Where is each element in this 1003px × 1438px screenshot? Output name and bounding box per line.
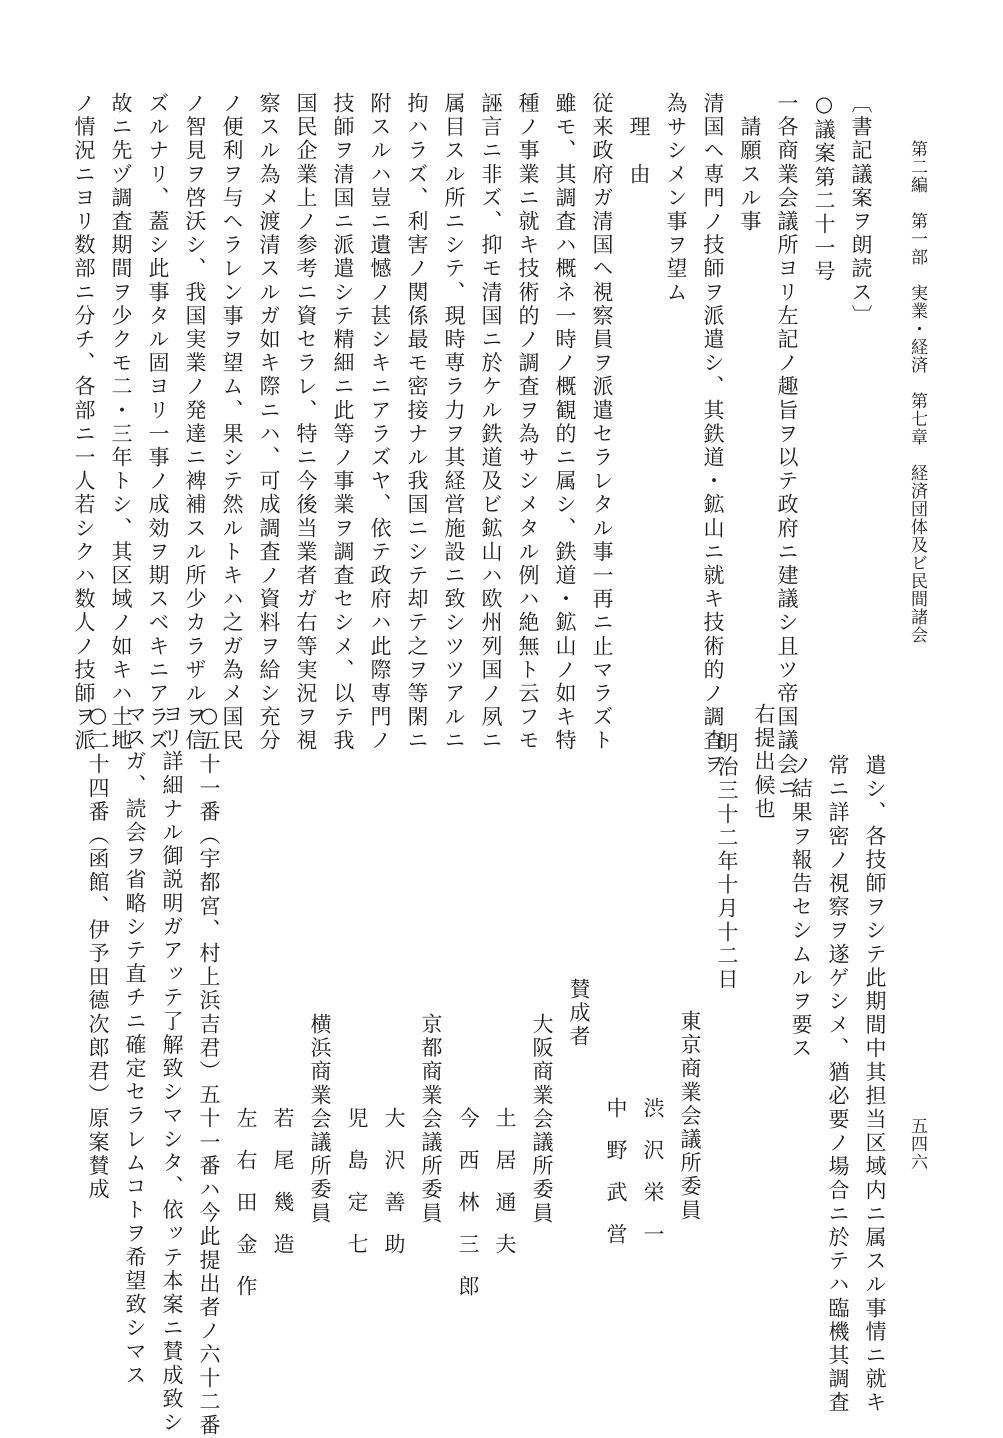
text-column: 為サシメン事ヲ望ム: [664, 92, 688, 305]
yokohama-label: 横浜商業会議所委員: [308, 1013, 332, 1226]
text-column: 従来政府ガ清国ヘ視察員ヲ派遣セラレタル事一再ニ止マラズト: [590, 92, 614, 753]
text-column: 請願スル事: [738, 92, 762, 234]
submission-date: 明治三十二年十月十二日: [715, 732, 739, 992]
signatory-name: 渋 沢 栄 一: [641, 1097, 665, 1244]
signatory-name: 大 沢 善 助: [382, 1107, 406, 1254]
page-number: 五四六: [907, 1117, 927, 1171]
running-head: 第二編 第一部 実業・経済 第七章 経済団体及ビ民間諸会: [907, 140, 927, 644]
signatory-name: 児 島 定 七: [345, 1107, 369, 1254]
text-column: 技師ヲ清国ニ派遣シテ精細ニ此等ノ事業ヲ調査セシメ、以テ我: [331, 92, 355, 753]
signatory-name: 若 尾 幾 造: [271, 1107, 295, 1254]
text-column: ヨリ詳細ナル御説明ガアッテ了解致シマシタ、依ッテ本案ニ賛成致シ: [160, 703, 184, 1435]
text-column: ノ結果ヲ報告セシムルヲ要ス: [789, 754, 813, 1061]
text-column: 常ニ詳密ノ視察ヲ遂ゲシメ、猶必要ノ場合ニ於テハ臨機其調査: [826, 754, 850, 1415]
text-column: 属目スル所ニシテ、現時専ラ力ヲ其経営施設ニ致シツツアルニ: [442, 92, 466, 753]
text-column: 〔書記議案ヲ朗読ス〕: [849, 92, 873, 328]
text-column: 遣シ、各技師ヲシテ此期間中其担当区域内ニ属スル事情ニ就キ: [863, 754, 887, 1415]
text-column: ノ智見ヲ啓沃シ、我国実業ノ発達ニ裨補スル所少カラザルヲ信: [183, 92, 207, 753]
text-column: 種ノ事業ニ就キ技術的ノ調査ヲ為サシメタル例ハ絶無ト云フモ: [516, 92, 540, 753]
supporters-label: 賛成者: [567, 978, 591, 1049]
signatory-name: 左 右 田 金 作: [234, 1107, 258, 1296]
text-column: マスガ、読会ヲ省略シテ直チニ確定セラレムコトヲ希望致シマス: [123, 703, 147, 1388]
closing-text: 右提出候也: [752, 703, 776, 821]
text-column: ズルナリ、蓋シ此事タル固ヨリ一事ノ成効ヲ期スベキニアラズ: [146, 92, 170, 753]
text-column: ノ便利ヲ与ヘラレン事ヲ望ム、果シテ然ルトキハ之ガ為メ国民: [220, 92, 244, 753]
text-column: ○議案第二十一号: [812, 92, 836, 284]
text-column: 附スルハ豈ニ遺憾ノ甚シキニアラズヤ、依テ政府ハ此際専門ノ: [368, 92, 392, 753]
text-column: ノ情況ニヨリ数部ニ分チ、各部ニ一人若シクハ数人ノ技師ヲ派: [72, 92, 96, 753]
text-column: ○五十一番（宇都宮、村上浜吉君）五十一番ハ今此提出者ノ六十二番: [197, 703, 221, 1438]
signatory-name: 中 野 武 営: [604, 1097, 628, 1244]
text-column: 国民企業上ノ参考ニ資セラレ、特ニ今後当業者ガ右等実況ヲ視: [294, 92, 318, 753]
text-column: 察スル為メ渡清スルガ如キ際ニハ、可成調査ノ資料ヲ給シ充分: [257, 92, 281, 753]
text-column: 雖モ、其調査ハ概ネ一時ノ概観的ニ属シ、鉄道・鉱山ノ如キ特: [553, 92, 577, 753]
text-column: 誣言ニ非ズ、抑モ清国ニ於ケル鉄道及ビ鉱山ハ欧州列国ノ夙ニ: [479, 92, 503, 753]
text-column: 一各商業会議所ヨリ左記ノ趣旨ヲ以テ政府ニ建議シ且ツ帝国議会ニ: [775, 92, 799, 800]
osaka-label: 大阪商業会議所委員: [530, 1013, 554, 1226]
signatory-name: 土 居 通 夫: [493, 1107, 517, 1254]
text-column: 故ニ先ヅ調査期間ヲ少クモ二・三年トシ、其区域ノ如キハ土地: [109, 92, 133, 753]
tokyo-label: 東京商業会議所委員: [678, 1010, 702, 1223]
text-column: 清国ヘ専門ノ技師ヲ派遣シ、其鉄道・鉱山ニ就キ技術的ノ調査ヲ: [701, 92, 725, 777]
text-column: ○二十四番（函館、伊予田德次郎君）原案賛成: [86, 703, 110, 1202]
signatory-name: 今 西 林 三 郎: [456, 1107, 480, 1296]
text-column: 理 由: [627, 92, 651, 187]
kyoto-label: 京都商業会議所委員: [419, 1013, 443, 1226]
text-column: 拘ハラズ、利害ノ関係最モ密接ナル我国ニシテ却テ之ヲ等閑ニ: [405, 92, 429, 753]
